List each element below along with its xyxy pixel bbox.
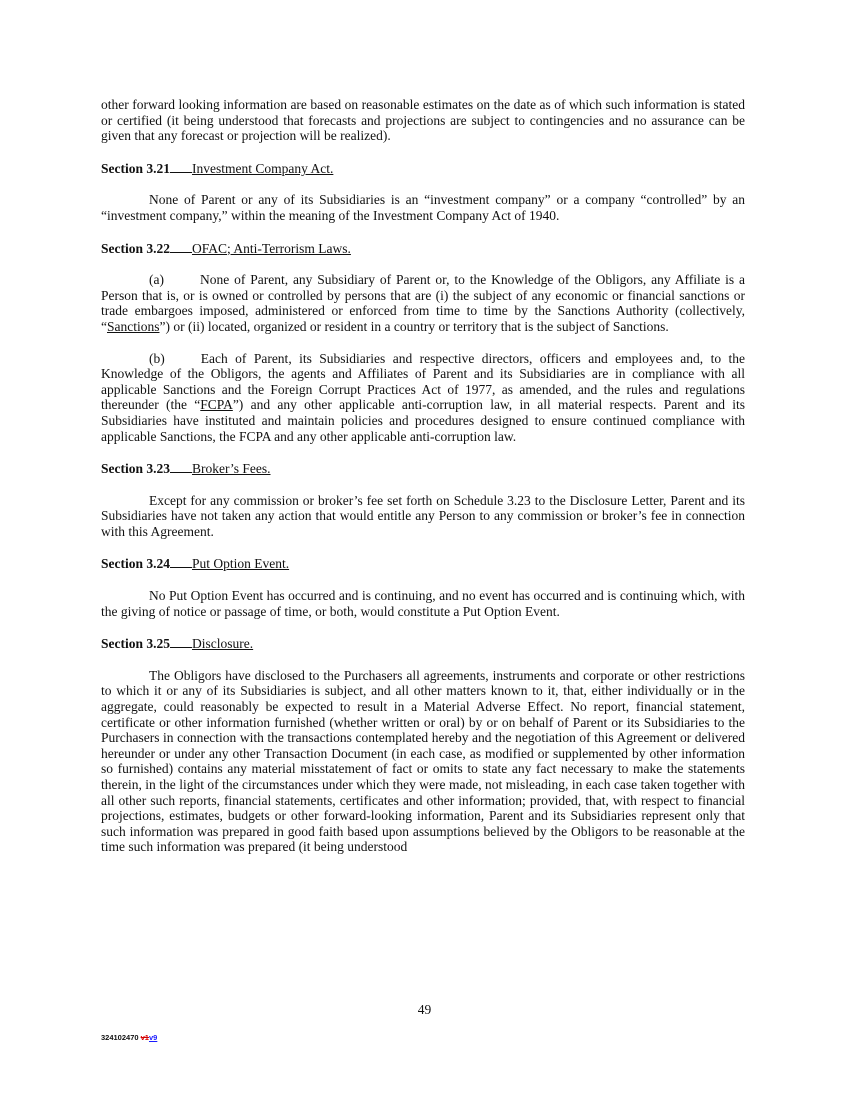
section-3-23-heading xyxy=(101,460,745,477)
section-3-22-a: (a) None of Parent, any Subsidiary of Parent or, to the Knowledge of the Obligors, any Affiliate is a Person that is, or is owned or controlled by persons that are (i) the subject of any economic or financial sanctions or trade embargoes imposed, administered or enforced from time to time by the Sanctions Authority (collectively, “Sanctions”) or (ii) located, organized or resident in a country or territory that is the subject of Sanctions. xyxy=(101,272,745,334)
document-page xyxy=(101,97,745,871)
section-3-22-b: (b) Each of Parent, its Subsidiaries and respective directors, officers and employees and, to the Knowledge of the Obligors, the agents and Affiliates of Parent and its Subsidiaries are in compliance with all applicable Sanctions and the Foreign Corrupt Practices Act of 1977, as amended, and the rules and regulations thereunder (the “FCPA”) and any other applicable anti-corruption law, in all material respects. Parent and its Subsidiaries have instituted and maintain policies and procedures designed to ensure continued compliance with applicable Sanctions, the FCPA and any other applicable anti-corruption law. xyxy=(101,350,746,444)
section-title: Disclosure. xyxy=(192,636,254,652)
section-3-25-heading xyxy=(101,635,745,652)
section-3-24-body: No Put Option Event has occurred and is continuing, and no event has occurred and is continuing which, with the giving of notice or passage of time, or both, would constitute a Put Option Event. xyxy=(101,588,745,619)
section-number: Section 3.23 xyxy=(101,461,170,477)
section-number: Section 3.22 xyxy=(101,240,170,256)
section-title: OFAC; Anti-Terrorism Laws. xyxy=(192,240,351,256)
section-3-24-heading xyxy=(101,555,745,572)
section-number: Section 3.21 xyxy=(101,160,170,176)
clause-label: (b) xyxy=(149,350,165,366)
section-3-21-body: None of Parent or any of its Subsidiaries is an “investment company” or a company “controlled” by an “investment company,” within the meaning of the Investment Company Act of 1940. xyxy=(101,192,745,223)
section-title: Put Option Event. xyxy=(192,556,290,572)
section-3-22-heading xyxy=(101,240,745,257)
page-number: 49 xyxy=(417,1002,432,1017)
section-3-21-heading xyxy=(101,160,745,177)
clause-label: (a) xyxy=(149,272,164,288)
section-title: Investment Company Act. xyxy=(192,160,334,176)
old-version: v1 xyxy=(140,1033,149,1042)
intro-paragraph: other forward looking information are based on reasonable estimates on the date as of which such information is stated or certified (it being understood that forecasts and projections are subject to contingencies and no assurance can be given that any forecast or projection will be realized). xyxy=(101,97,745,144)
defined-term-fcpa: FCPA xyxy=(200,397,233,413)
section-3-25-body: The Obligors have disclosed to the Purchasers all agreements, instruments and corporate or other restrictions to which it or any of its Subsidiaries is subject, and all other matters known to it, that, either individually or in the aggregate, could reasonably be expected to result in a Material Adverse Effect. No report, financial statement, certificate or other information furnished (whether written or oral) by or on behalf of Parent or its Subsidiaries to the Purchasers in connection with the transactions contemplated hereby and the negotiation of this Agreement or delivered hereunder or under any other Transaction Document (in each case, as modified or supplemented by other information so furnished) contains any material misstatement of fact or omits to state any fact necessary to make the statements therein, in the light of the circumstances under which they were made, not misleading, in each case taken together with all other such reports, financial statements, certificates and other information; provided, that, with respect to financial projections, estimates, budgets or other forward-looking information, Parent and its Subsidiaries represent only that such information was prepared in good faith based upon assumptions believed by the Obligors to be reasonable at the time such information was prepared (it being understood xyxy=(101,667,745,855)
section-number: Section 3.24 xyxy=(101,556,170,572)
section-title: Broker’s Fees. xyxy=(192,461,271,477)
section-3-23-body: Except for any commission or broker’s fee set forth on Schedule 3.23 to the Disclosure Letter, Parent and its Subsidiaries have not taken any action that would entitle any Person to any commission or broker’s fee in connection with this Agreement. xyxy=(101,492,745,539)
defined-term-sanctions: Sanctions xyxy=(107,318,160,334)
document-id: 324102470 v1v9 xyxy=(101,1033,158,1042)
new-version: v9 xyxy=(148,1033,158,1042)
section-number: Section 3.25 xyxy=(101,636,170,652)
